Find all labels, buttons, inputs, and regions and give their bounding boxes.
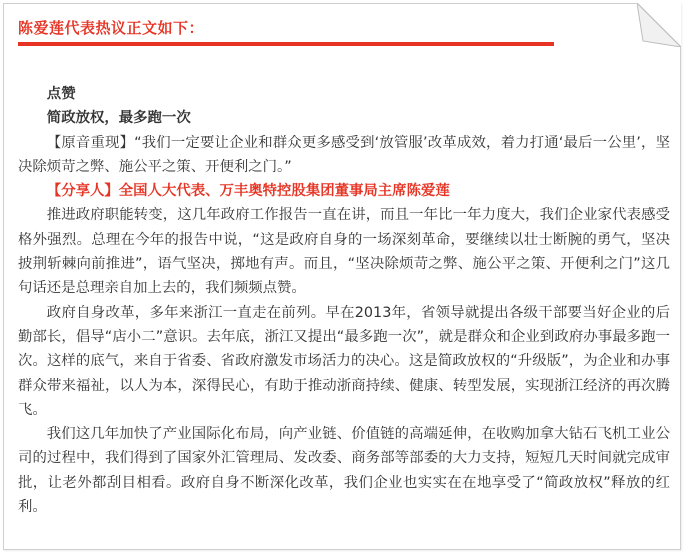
article-card <box>3 3 681 550</box>
article-body <box>18 82 670 519</box>
header-divider <box>18 42 554 46</box>
body-paragraph: 推进政府职能转变，这几年政府工作报告一直在讲，而且一年比一年力度大，我们企业家代表感受格外强烈。总理在今年的报告中说，“这是政府自身的一场深刻革命，要继续以壮士断腕的勇气，坚决披荆斩棘向前推进”，语气坚决，掷地有声。而且，“坚决除烦苛之弊、施公平之策、开便利之门”这几句话还是总理亲自加上去的，我们频频点赞。 <box>18 207 670 297</box>
article-header-title: 陈爱莲代表热议正文如下： <box>18 19 205 37</box>
body-paragraph: 政府自身改革，多年来浙江一直走在前列。早在2013年，省领导就提出各级干部要当好企业的后勤部长，倡导“店小二”意识。去年底，浙江又提出“最多跑一次”，就是群众和企业到政府办事最多跑一次。这样的底气，来自于省委、省政府激发市场活力的决心。这是简政放权的“升级版”，为企业和办事群众带来福祉，以人为本，深得民心，有助于推动浙商持续、健康、转型发展，实现浙江经济的再次腾飞。 <box>18 304 670 418</box>
section-label: 点赞 <box>46 86 76 102</box>
quote-paragraph: 【原音重现】“我们一定要让企业和群众更多感受到‘放管服’改革成效，着力打通‘最后一公里’，坚决除烦苛之弊、施公平之策、开便利之门。” <box>18 134 670 175</box>
sharer-line: 【分享人】全国人大代表、万丰奥特控股集团董事局主席陈爱莲 <box>46 183 450 200</box>
article-headline: 简政放权，最多跑一次 <box>46 110 191 127</box>
body-paragraph: 我们这几年加快了产业国际化布局，向产业链、价值链的高端延伸，在收购加拿大钻石飞机工业公司的过程中，我们得到了国家外汇管理局、发改委、商务部等部委的大力支持，短短几天时间就完成审批，让老外都刮目相看。政府自身不断深化改革，我们企业也实实在在地享受了“简政放权”释放的红利。 <box>18 426 670 516</box>
page-fold-icon <box>637 3 681 47</box>
